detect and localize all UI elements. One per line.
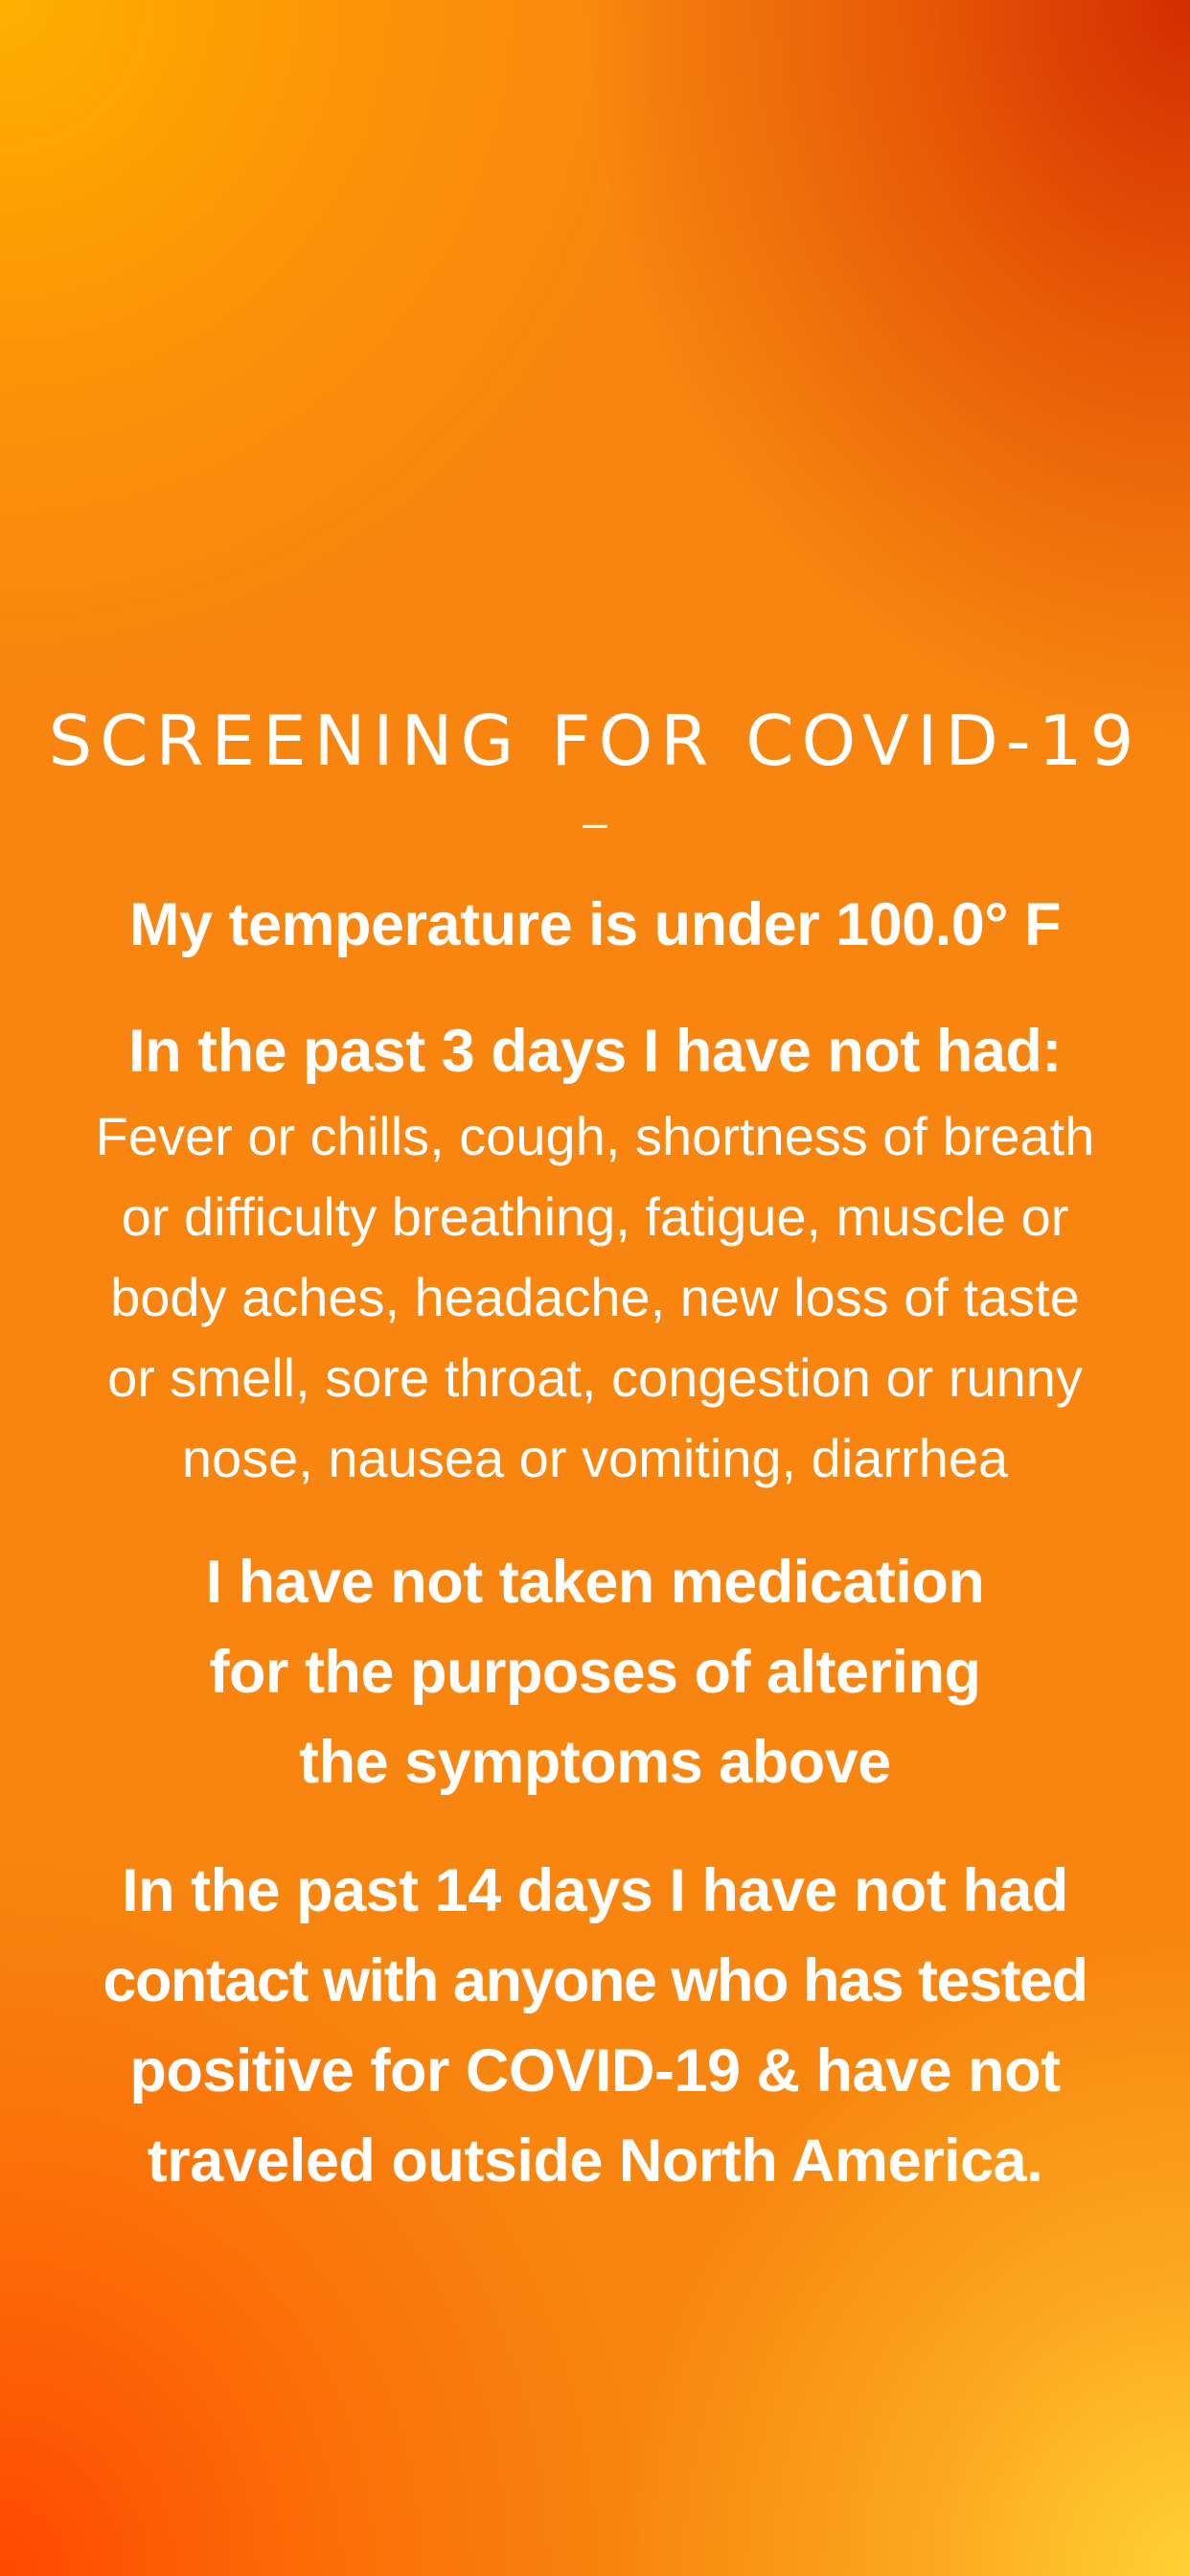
contact-line: traveled outside North America. [147, 2128, 1043, 2195]
medication-line: the symptoms above [299, 1729, 891, 1796]
screening-title: SCREENING FOR COVID-19 [48, 701, 1142, 781]
medication-line: I have not taken medication [205, 1549, 985, 1616]
contact-statement [29, 1846, 1161, 2206]
contact-line: In the past 14 days I have not had [122, 1857, 1068, 1924]
symptoms-list [29, 1096, 1161, 1499]
symptoms-line: nose, nausea or vomiting, diarrhea [181, 1428, 1009, 1488]
symptoms-line: or smell, sore throat, congestion or runny [107, 1347, 1083, 1408]
medication-statement [29, 1537, 1161, 1807]
contact-line: contact with anyone who has tested [103, 1947, 1087, 2014]
symptoms-line: or difficulty breathing, fatigue, muscle or [121, 1186, 1069, 1247]
symptoms-line: body aches, headache, new loss of taste [110, 1267, 1080, 1327]
symptoms-line: Fever or chills, cough, shortness of breath [95, 1106, 1095, 1166]
screening-card [29, 688, 1161, 2206]
past-3-days-heading: In the past 3 days I have not had: [128, 1018, 1062, 1085]
contact-line: positive for COVID-19 & have not [129, 2037, 1061, 2104]
temperature-statement: My temperature is under 100.0° F [128, 891, 1062, 958]
title-separator: – [583, 797, 607, 847]
medication-line: for the purposes of altering [209, 1639, 981, 1706]
